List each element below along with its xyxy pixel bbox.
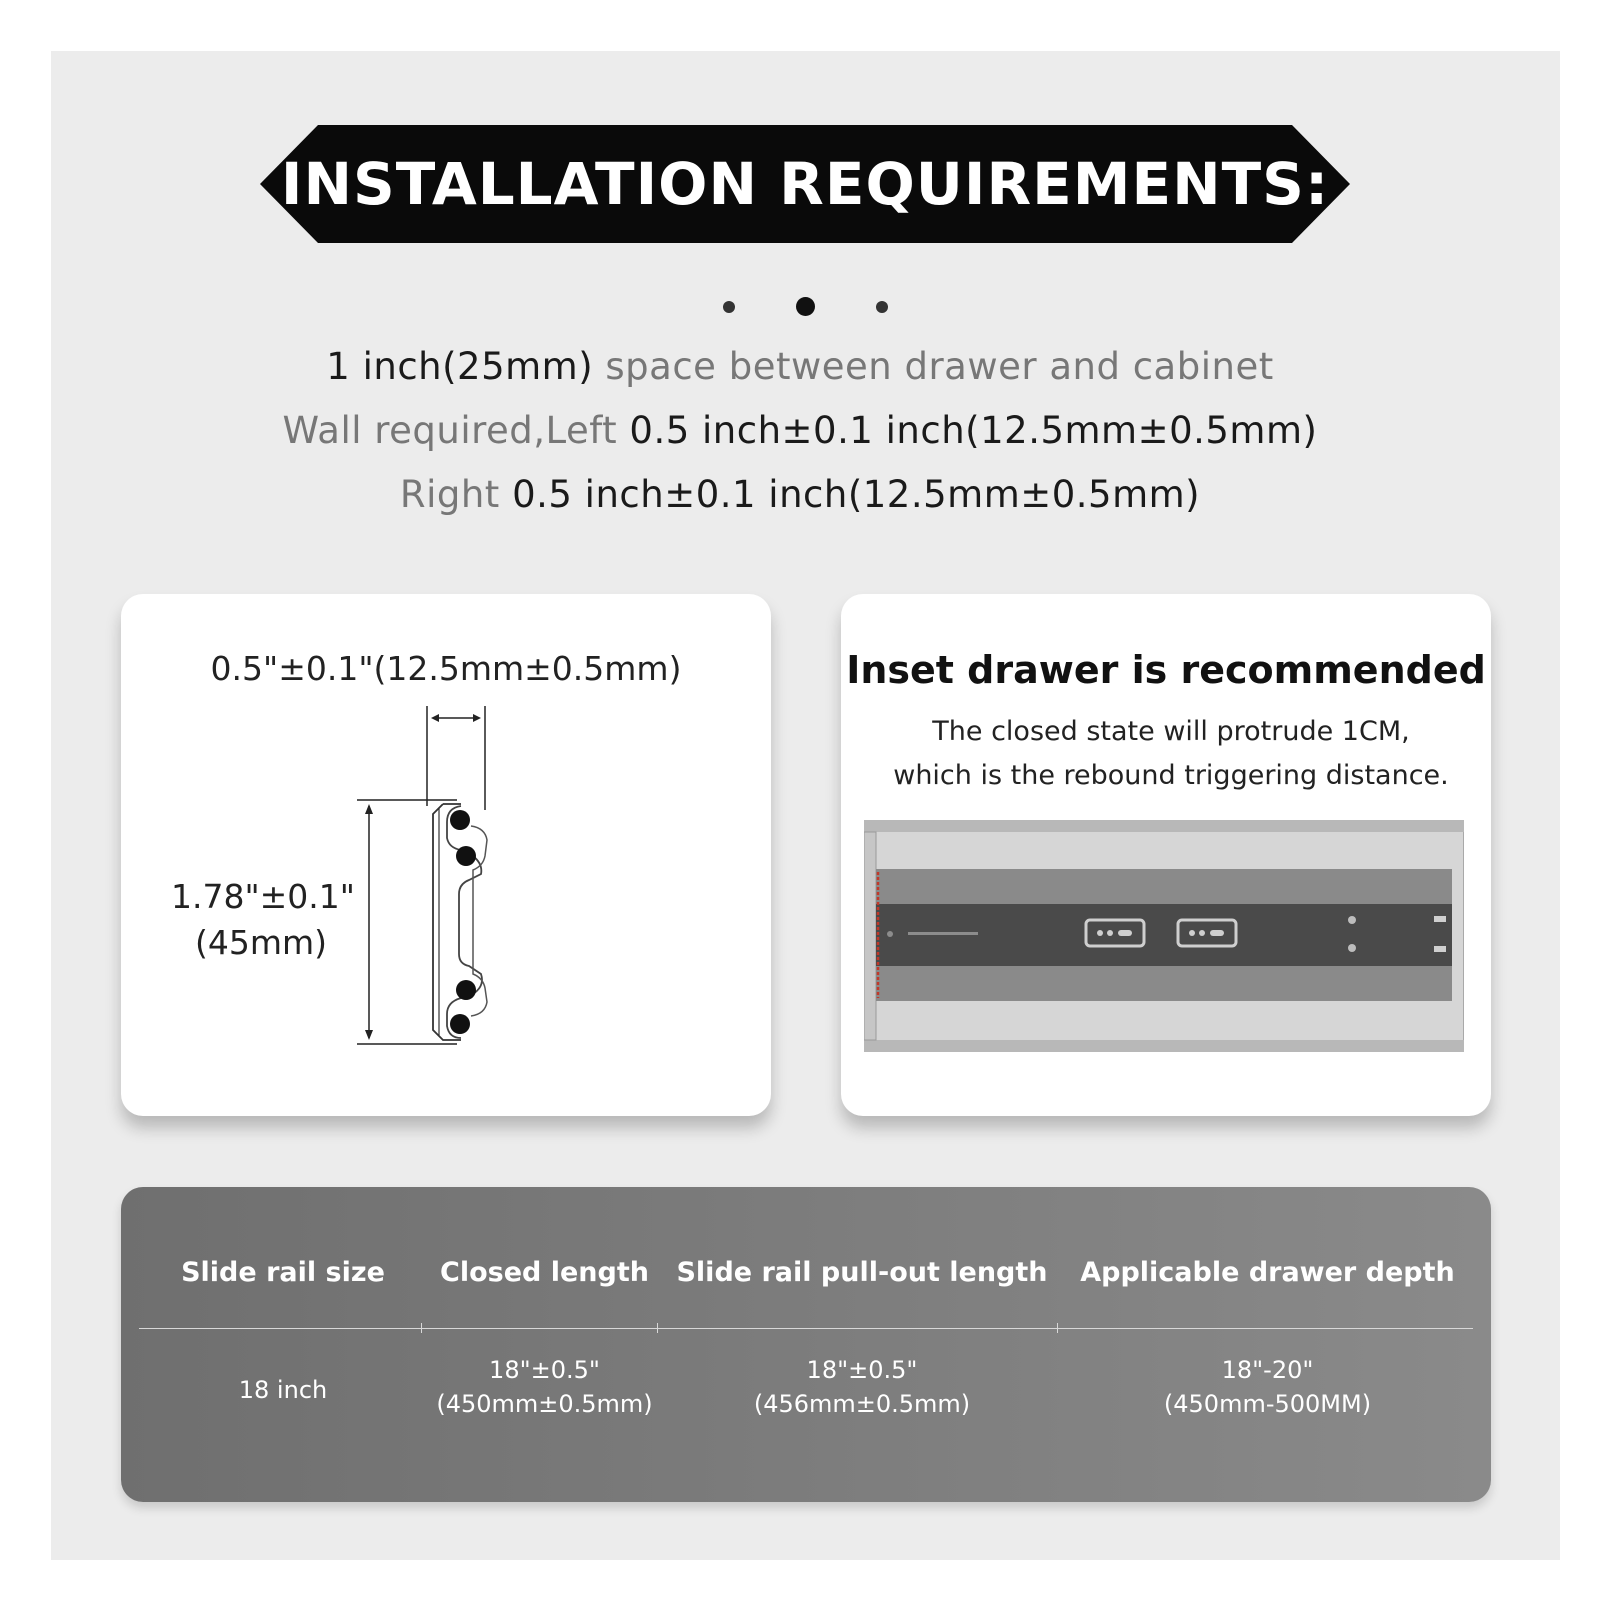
requirement-text: Wall required,Left <box>282 409 630 452</box>
table-header-row <box>139 1257 1473 1323</box>
table-cell <box>1062 1323 1473 1421</box>
spec-table <box>139 1257 1473 1421</box>
cell-value: 18"-20" <box>1221 1356 1314 1384</box>
cell-value-mm: (450mm±0.5mm) <box>436 1390 653 1418</box>
inset-drawer-card <box>841 594 1491 1116</box>
inset-title: Inset drawer is recommended <box>846 648 1486 692</box>
cell-value-mm: (450mm-500MM) <box>1163 1390 1372 1418</box>
title-banner <box>260 125 1350 243</box>
rail-height-mm: (45mm) <box>194 923 328 962</box>
table-cell <box>662 1323 1062 1421</box>
table-divider-tick <box>1057 1323 1058 1333</box>
requirement-emphasis: 0.5 inch±0.1 inch(12.5mm±0.5mm) <box>512 473 1201 516</box>
table-row <box>139 1323 1473 1421</box>
dot-icon <box>876 301 888 313</box>
column-header: Slide rail size <box>181 1257 385 1288</box>
drawer-slide-icon <box>864 820 1464 1052</box>
carousel-dots <box>0 295 1600 315</box>
page-title: INSTALLATION REQUIREMENTS: <box>280 150 1330 218</box>
cell-value: 18 inch <box>238 1376 328 1404</box>
spec-table-panel <box>121 1187 1491 1502</box>
rail-height-inch: 1.78"±0.1" <box>171 877 355 916</box>
requirement-emphasis: 0.5 inch±0.1 inch(12.5mm±0.5mm) <box>629 409 1318 452</box>
rail-dimension-card <box>121 594 771 1116</box>
table-cell <box>139 1323 427 1421</box>
requirement-text: Right <box>399 473 513 516</box>
requirement-line-3 <box>0 473 1600 516</box>
requirement-emphasis: 1 inch(25mm) <box>326 345 606 388</box>
table-cell <box>427 1323 662 1421</box>
table-divider-tick <box>657 1323 658 1333</box>
inset-description-line-1: The closed state will protrude 1CM, <box>932 716 1410 747</box>
requirement-text: space between drawer and cabinet <box>605 345 1274 388</box>
dot-icon <box>723 301 735 313</box>
requirement-line-2 <box>0 409 1600 452</box>
rail-width-label: 0.5"±0.1"(12.5mm±0.5mm) <box>210 649 682 688</box>
rail-cross-section-icon <box>121 594 771 1116</box>
column-header: Slide rail pull-out length <box>676 1257 1048 1288</box>
table-divider <box>139 1328 1473 1329</box>
dot-active-icon <box>796 297 815 316</box>
table-divider-tick <box>421 1323 422 1333</box>
cell-value: 18"±0.5" <box>489 1356 600 1384</box>
cell-value-mm: (456mm±0.5mm) <box>753 1390 971 1418</box>
inset-description-line-2: which is the rebound triggering distance. <box>893 760 1449 791</box>
requirement-line-1 <box>0 345 1600 388</box>
cell-value: 18"±0.5" <box>806 1356 918 1384</box>
column-header: Closed length <box>440 1257 649 1288</box>
column-header: Applicable drawer depth <box>1080 1257 1455 1288</box>
